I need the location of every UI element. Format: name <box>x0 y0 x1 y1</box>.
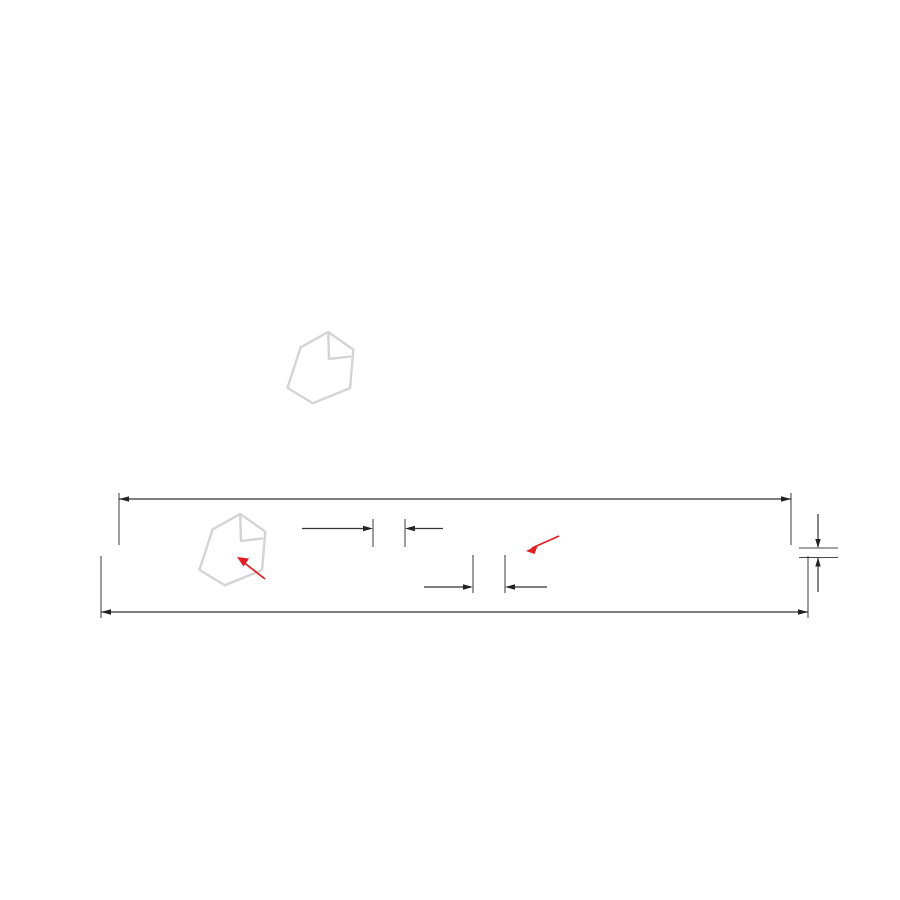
marker-side-a <box>526 508 588 554</box>
dim-pitch-upper <box>302 519 443 547</box>
dim-pitch-lower <box>424 555 547 593</box>
marker-side-b <box>237 557 293 609</box>
watermark-upper <box>276 327 365 409</box>
marker-b-circle <box>262 578 293 609</box>
dim-top-width <box>119 493 791 545</box>
dim-height <box>799 514 838 592</box>
marker-a-circle <box>556 508 588 540</box>
metall-profil-logo <box>276 327 365 409</box>
